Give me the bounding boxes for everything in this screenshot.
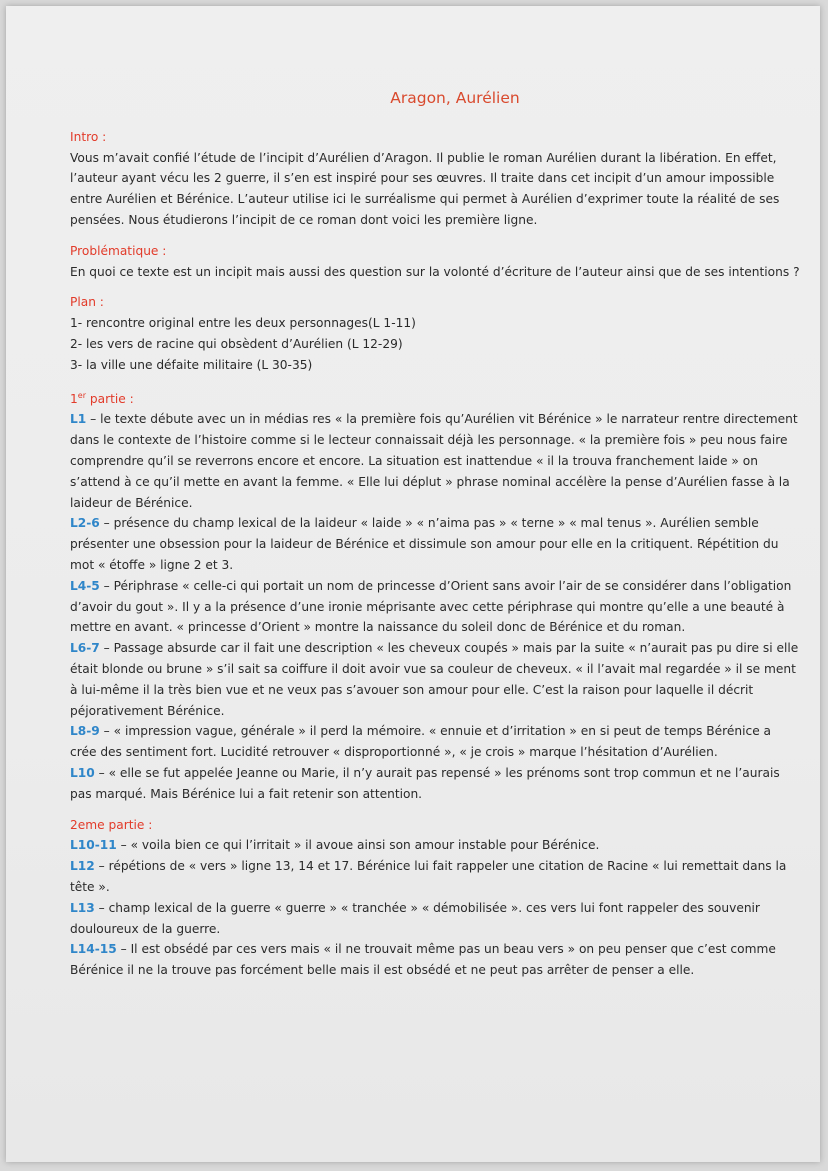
line-reference: L1 xyxy=(70,412,87,427)
analysis-entry xyxy=(70,638,800,721)
analysis-text: – le texte débute avec un in médias res « la première fois qu’Aurélien vit Bérénice » le narrateur rentre directement dans le contexte de l’histoire comme si le lecteur connaissait déjà les personnage. « la première fois » peu nous faire comprendre qu’il se reverrons encore et encore. La situation est inattendue « il la trouva franchement laide » on s’attend à ce qu’il mette en avant la femme. « Elle lui déplut » phrase nominal accélère la pense d’Aurélien fasse à la laideur de Bérénice. xyxy=(70,412,798,510)
plan-item: 2- les vers de racine qui obsèdent d’Aurélien (L 12-29) xyxy=(70,336,403,351)
analysis-entry xyxy=(70,513,800,575)
analysis-text: – Périphrase « celle-ci qui portait un nom de princesse d’Orient sans avoir l’air de se considérer dans l’obligation d’avoir du gout ». Il y a la présence d’une ironie méprisante avec cette périphrase qui montre qu’elle a une beauté à mettre en avant. « princesse d’Orient » montre la naissance du soleil donc de Bérénice et du roman. xyxy=(70,578,792,635)
line-reference: L14-15 xyxy=(70,942,117,957)
partie2-section xyxy=(70,815,800,981)
line-reference: L13 xyxy=(70,900,95,915)
analysis-text: – champ lexical de la guerre « guerre » « tranchée » « démobilisée ». ces vers lui font rappeler des souvenir douloureux de la guerre. xyxy=(70,900,760,936)
analysis-text: – présence du champ lexical de la laideur « laide » « n’aima pas » « terne » « mal tenus ». Aurélien semble présenter une obsession pour la laideur de Bérénice et dissimule son amour pour elle en la critiquent. Répétition du mot « étoffe » ligne 2 et 3. xyxy=(70,516,779,572)
document-page xyxy=(6,6,820,1162)
line-reference: L12 xyxy=(70,859,95,874)
analysis-entry xyxy=(70,763,800,805)
analysis-entry xyxy=(70,939,800,981)
partie1-heading-num: 1 xyxy=(70,391,78,406)
analysis-text: – Passage absurde car il fait une description « les cheveux coupés » mais par la suite « n’aurait pas pu dire si elle était blonde ou brune » s’il sait sa coiffure il doit avoir vue sa couleur de cheveux. « il l’avait mal regardée » il se ment à lui-même il la très bien vue et ne veux pas s’avouer son amour pour elle. C’est la raison pour laquelle il décrit péjorativement Bérénice. xyxy=(70,641,799,718)
analysis-entry xyxy=(70,898,800,940)
intro-text: Vous m’avait confié l’étude de l’incipit d’Aurélien d’Aragon. Il publie le roman Aurélien durant la libération. En effet, l’auteur ayant vécu les 2 guerre, il s’en est inspiré pour ses œuvres. Il traite dans cet incipit d’un amour impossible entre Aurélien et Bérénice. L’auteur utilise ici le surréalisme qui permet à Aurélien d’exprimer toute la réalité de ses pensées. Nous étudierons l’incipit de ce roman dont voici les première ligne. xyxy=(70,150,780,227)
analysis-text: – répétions de « vers » ligne 13, 14 et 17. Bérénice lui fait rappeler une citation de Racine « lui remettait dans la tête ». xyxy=(70,859,787,894)
document-content xyxy=(70,88,800,991)
analysis-entry xyxy=(70,576,800,638)
partie1-heading-rest: partie : xyxy=(85,391,134,406)
line-reference: L2-6 xyxy=(70,516,100,531)
line-reference: L8-9 xyxy=(70,724,100,739)
problematique-section xyxy=(70,241,800,283)
plan-item: 1- rencontre original entre les deux personnages(L 1-11) xyxy=(70,316,416,331)
partie1-heading-sup: er xyxy=(77,390,86,400)
intro-section xyxy=(70,127,800,231)
partie1-section xyxy=(70,386,800,805)
partie2-heading: 2eme partie : xyxy=(70,817,153,832)
analysis-text: – « impression vague, générale » il perd la mémoire. « ennuie et d’irritation » en si peut de temps Bérénice a crée des sentiment fort. Lucidité retrouver « disproportionné », « je crois » marque l’hésitation d’Aurélien. xyxy=(70,724,772,760)
line-reference: L10-11 xyxy=(70,838,117,853)
analysis-text: – « elle se fut appelée Jeanne ou Marie, il n’y aurait pas repensé » les prénoms sont trop commun et ne l’aurais pas marqué. Mais Bérénice lui a fait retenir son attention. xyxy=(70,765,780,801)
intro-heading: Intro : xyxy=(70,129,107,144)
analysis-entry xyxy=(70,835,800,856)
partie1-heading xyxy=(70,386,800,410)
analysis-entry xyxy=(70,721,800,763)
analysis-entry xyxy=(70,856,800,898)
document-title: Aragon, Aurélien xyxy=(390,89,520,107)
line-reference: L6-7 xyxy=(70,641,100,656)
analysis-text: – Il est obsédé par ces vers mais « il ne trouvait même pas un beau vers » on peu penser que c’est comme Bérénice il ne la trouve pas forcément belle mais il est obsédé et ne peut pas arrêter de penser a elle. xyxy=(70,942,776,978)
plan-item: 3- la ville une défaite militaire (L 30-35) xyxy=(70,357,313,372)
plan-section xyxy=(70,292,800,375)
problematique-heading: Problématique : xyxy=(70,243,167,258)
analysis-entry xyxy=(70,409,800,513)
line-reference: L4-5 xyxy=(70,578,100,593)
problematique-text: En quoi ce texte est un incipit mais aussi des question sur la volonté d’écriture de l’auteur ainsi que de ses intentions ? xyxy=(70,264,800,279)
line-reference: L10 xyxy=(70,765,95,780)
analysis-text: – « voila bien ce qui l’irritait » il avoue ainsi son amour instable pour Bérénice. xyxy=(116,838,600,853)
plan-heading: Plan : xyxy=(70,295,104,310)
